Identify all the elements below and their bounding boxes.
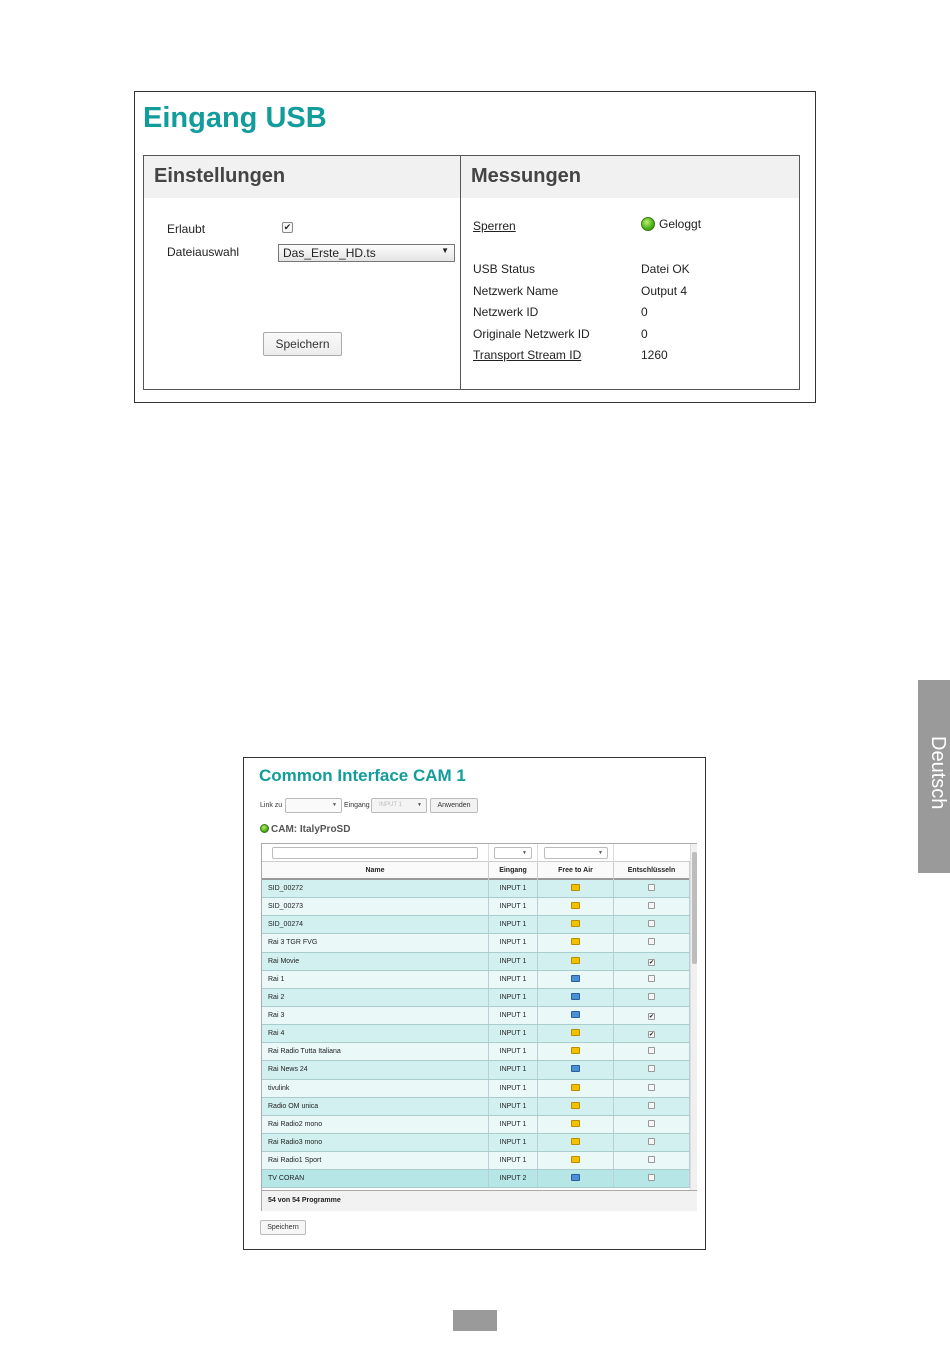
free-to-air-icon [571,1065,580,1072]
fta-cell [538,1170,614,1187]
lock-icon [571,1047,580,1054]
network-name-value: Output 4 [641,284,688,298]
table-row[interactable] [262,1116,690,1134]
fta-cell [538,898,614,915]
table-row[interactable] [262,1061,690,1079]
table-footer: 54 von 54 Programme [262,1190,697,1211]
lock-icon [571,1120,580,1127]
table-row[interactable] [262,916,690,934]
lock-icon [571,1138,580,1145]
decrypt-checkbox[interactable] [648,993,655,1000]
programme-input: INPUT 1 [489,989,538,1006]
input-select[interactable] [371,798,427,813]
programme-input: INPUT 1 [489,971,538,988]
network-name-label: Netzwerk Name [473,284,559,298]
fta-cell [538,971,614,988]
decrypt-checkbox[interactable]: ✔ [649,1032,655,1039]
network-id-label: Netzwerk ID [473,305,539,319]
decrypt-checkbox[interactable] [648,1065,655,1072]
decrypt-cell [614,953,690,970]
col-header-decrypt[interactable]: Entschlüsseln [614,862,690,880]
programme-name: Rai 4 [262,1025,489,1042]
programme-name: Rai 1 [262,971,489,988]
programme-name: Rai 2 [262,989,489,1006]
settings-section [144,156,461,389]
fta-cell [538,1080,614,1097]
programme-input: INPUT 1 [489,1061,538,1078]
table-row[interactable] [262,1007,690,1025]
fta-filter-cell [538,844,614,862]
fta-cell [538,1098,614,1115]
filter-row [262,844,690,862]
network-id-value: 0 [641,305,648,319]
decrypt-checkbox[interactable] [648,1084,655,1091]
programme-name: SID_00274 [262,916,489,933]
programme-name: Rai 3 TGR FVG [262,934,489,951]
programme-input: INPUT 1 [489,1152,538,1169]
programme-input: INPUT 1 [489,1098,538,1115]
free-to-air-icon [571,993,580,1000]
programme-input: INPUT 1 [489,916,538,933]
measurements-section [461,156,799,389]
decrypt-cell [614,1098,690,1115]
programme-name: SID_00272 [262,880,489,897]
lock-icon [571,1102,580,1109]
programme-input: INPUT 1 [489,898,538,915]
programme-input: INPUT 1 [489,880,538,897]
decrypt-checkbox[interactable] [648,1138,655,1145]
fta-cell [538,1152,614,1169]
decrypt-checkbox[interactable] [648,975,655,982]
programme-table [261,843,697,1211]
table-row[interactable] [262,1170,690,1188]
programme-input: INPUT 1 [489,1007,538,1024]
programme-name: Rai Radio1 Sport [262,1152,489,1169]
table-body [262,880,690,1188]
decrypt-checkbox[interactable] [648,1047,655,1054]
cam-save-button[interactable]: Speichern [260,1220,306,1235]
decrypt-cell [614,1025,690,1042]
chevron-down-icon: ▼ [417,802,422,808]
fta-cell [538,989,614,1006]
decrypt-cell [614,1043,690,1060]
apply-button[interactable]: Anwenden [430,798,478,813]
lock-link[interactable]: Sperren [473,219,516,233]
ts-id-value: 1260 [641,348,668,362]
table-row[interactable] [262,880,690,898]
ts-id-link[interactable]: Transport Stream ID [473,348,582,362]
programme-input: INPUT 1 [489,953,538,970]
fta-cell [538,1061,614,1078]
programme-name: Rai 3 [262,1007,489,1024]
lock-icon [571,1084,580,1091]
fta-cell [538,880,614,897]
programme-name: Rai Movie [262,953,489,970]
cam-panel [243,757,706,1250]
page-number-box [453,1310,497,1331]
fta-cell [538,934,614,951]
fta-cell [538,1134,614,1151]
table-row[interactable] [262,1134,690,1152]
free-to-air-icon [571,975,580,982]
scrollbar-thumb[interactable] [692,852,697,964]
link-select[interactable] [285,798,342,813]
orig-network-id-label: Originale Netzwerk ID [473,327,590,341]
programme-name: SID_00273 [262,898,489,915]
decrypt-checkbox[interactable] [648,902,655,909]
table-header [262,862,690,880]
decrypt-cell [614,1007,690,1024]
fta-cell [538,1025,614,1042]
table-row[interactable] [262,1152,690,1170]
decrypt-checkbox[interactable] [648,884,655,891]
fta-cell [538,1007,614,1024]
orig-network-id-value: 0 [641,327,648,341]
decrypt-cell [614,916,690,933]
programme-name: Rai Radio3 mono [262,1134,489,1151]
table-row[interactable] [262,989,690,1007]
decrypt-cell [614,898,690,915]
decrypt-checkbox[interactable] [648,1174,655,1181]
decrypt-cell [614,1134,690,1151]
decrypt-cell [614,1080,690,1097]
page-title: Eingang USB [143,102,327,134]
cam-title: Common Interface CAM 1 [259,766,466,785]
fta-cell [538,1043,614,1060]
programme-name: tivulink [262,1080,489,1097]
table-row[interactable] [262,1098,690,1116]
language-label: Deutsch [927,736,949,810]
lock-icon [571,1029,580,1036]
programme-input: INPUT 2 [489,1170,538,1187]
decrypt-checkbox[interactable]: ✔ [649,959,655,966]
lock-icon [571,938,580,945]
decrypt-checkbox[interactable] [648,1102,655,1109]
table-row[interactable] [262,971,690,989]
lock-status [641,217,701,231]
chevron-down-icon: ▼ [332,802,337,808]
programme-name: Radio OM unica [262,1098,489,1115]
status-led-icon [260,824,269,833]
file-select-dropdown[interactable] [278,244,455,262]
table-row[interactable] [262,1080,690,1098]
table-row[interactable] [262,1025,690,1043]
fta-cell [538,1116,614,1133]
input-filter-cell [489,844,538,862]
table-row[interactable] [262,953,690,971]
status-led-icon [641,217,655,231]
programme-name: Rai News 24 [262,1061,489,1078]
chevron-down-icon: ▼ [441,246,449,255]
decrypt-cell [614,934,690,951]
input-select-value: INPUT 1 [379,802,402,808]
free-to-air-icon [571,1011,580,1018]
table-row[interactable] [262,934,690,952]
programme-name: TV CORAN [262,1170,489,1187]
cam-status-text: CAM: ItalyProSD [271,824,351,835]
lock-icon [571,1156,580,1163]
chevron-down-icon: ▼ [598,850,603,856]
decrypt-cell [614,1116,690,1133]
decrypt-cell [614,1061,690,1078]
usb-content [143,155,800,390]
allowed-checkbox[interactable]: ✔ [283,222,292,232]
col-header-input[interactable]: Eingang [489,862,538,880]
decrypt-checkbox[interactable] [648,1120,655,1127]
usb-status-label: USB Status [473,262,536,276]
decrypt-checkbox[interactable] [648,1156,655,1163]
usb-input-panel [134,91,816,403]
fta-filter-select[interactable] [544,847,608,859]
lock-icon [571,884,580,891]
fta-cell [538,916,614,933]
input-filter-select[interactable] [494,847,532,859]
file-select-value: Das_Erste_HD.ts [283,246,376,260]
lock-icon [571,920,580,927]
file-select-label: Dateiauswahl [167,245,240,259]
decrypt-cell [614,880,690,897]
save-button[interactable]: Speichern [263,332,342,356]
table-row[interactable] [262,1043,690,1061]
free-to-air-icon [571,1174,580,1181]
col-header-fta[interactable]: Free to Air [538,862,614,880]
programme-input: INPUT 1 [489,1080,538,1097]
programme-name: Rai Radio2 mono [262,1116,489,1133]
programme-input: INPUT 1 [489,1116,538,1133]
decrypt-cell [614,989,690,1006]
decrypt-cell [614,1152,690,1169]
name-filter-input[interactable] [272,847,478,859]
chevron-down-icon: ▼ [522,850,527,856]
measurements-heading: Messungen [461,156,799,198]
lock-icon [571,957,580,964]
programme-input: INPUT 1 [489,1025,538,1042]
settings-heading: Einstellungen [144,156,460,198]
programme-input: INPUT 1 [489,1043,538,1060]
lock-status-value: Geloggt [659,217,702,231]
lock-icon [571,902,580,909]
allowed-label: Erlaubt [167,222,206,236]
language-tab [918,680,950,873]
name-filter-cell [262,844,489,862]
input-label: Eingang [344,802,370,809]
programme-name: Rai Radio Tutta Italiana [262,1043,489,1060]
col-header-name[interactable]: Name [262,862,489,880]
table-scrollbar[interactable] [690,844,697,1190]
decrypt-checkbox[interactable]: ✔ [649,1013,655,1020]
decrypt-checkbox[interactable] [648,920,655,927]
usb-status-value: Datei OK [641,262,690,276]
decrypt-cell [614,971,690,988]
link-label: Link zu [260,802,283,809]
programme-input: INPUT 1 [489,1134,538,1151]
table-row[interactable] [262,898,690,916]
fta-cell [538,953,614,970]
cam-toolbar [260,798,490,814]
cam-status [260,824,350,835]
programme-input: INPUT 1 [489,934,538,951]
decrypt-checkbox[interactable] [648,938,655,945]
decrypt-cell [614,1170,690,1187]
